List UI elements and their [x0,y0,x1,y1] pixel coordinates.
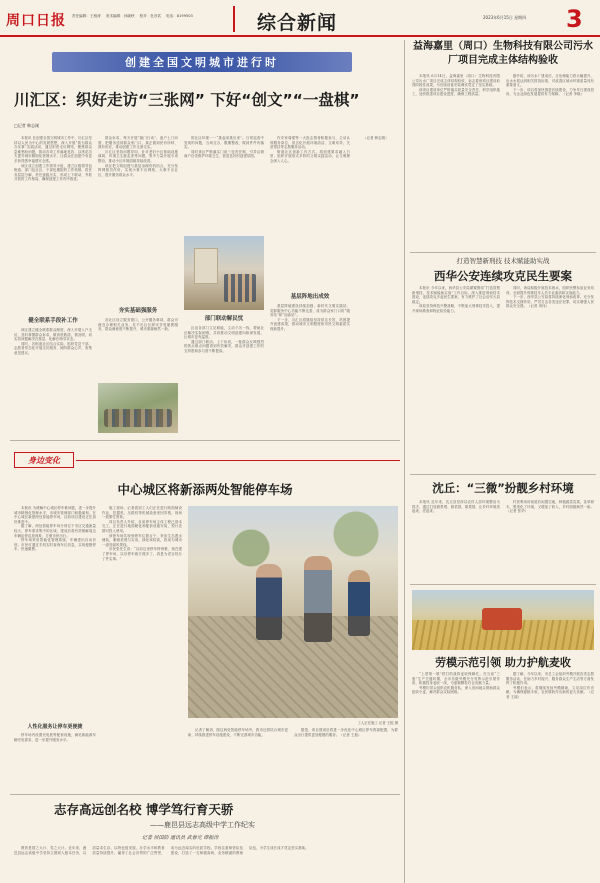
right3-body-2: 村民利用房前屋后闲置空地，种植蔬菜瓜果、花草树木，既美化了环境，又增加了收入，乡村面貌焕然一新。（记者 张华） [506,500,594,514]
masthead-logo: 周口日报 [6,13,66,29]
lead-column-2b: 各社区设立服务窗口，公开服务事项，群众可就近办理相关业务，足不出社区即可享受便捷服务，群众满意度不断提升，城市面貌焕然一新。 [98,318,178,332]
editor-name: 责任编辑：王相涛 [72,14,101,18]
divider-left-1 [10,440,400,441]
change-column-3: 记者了解到，除这两处智能停车场外，我市还将结合城市更新，持续推进停车设施建设，不断完善城市功能。 [188,728,288,737]
right1-headline: 益海嘉里（周口）生物科技有限公司污水厂项目完成主体结构验收 [413,41,593,66]
lead-column-1b: 该区建立健全联系群众制度，深入开展入户走访，及时掌握群众诉求，做到底数清、情况明，切实将问题解决在基层，化解在萌芽状态。 同时，各街道社区结合实际，组织党员干部、志愿者常态化开展走访服务，倾听群众心声，收集意见建议。 [14,328,92,355]
masthead-divider [233,6,235,32]
right4-body-2: 据了解，今年以来，市总工会组织劳模开展各类志愿服务活动，在助力乡村振兴、服务群众生产生活等方面发挥了积极作用。 劳模们表示，将继续发扬劳模精神，立足岗位作贡献，为确保夏粮丰收、农民增收作出新的更大贡献。（记者 王丽） [506,672,594,699]
divider-right-2 [410,474,596,475]
change-subhead [14,723,96,730]
section-title: 综合新闻 [257,12,338,34]
right4-photo [412,590,594,650]
school-byline: 记者 侯国防 通讯员 武春光 谭振涛 [142,835,219,841]
lead-subhead-1-text: 健全联系手段补工作 [28,318,78,324]
right4-photo-harvester [482,608,522,630]
change-tag-text: 身边变化 [28,454,60,465]
proofreader-name: 校对：杜彦武 [139,14,162,18]
right3-body-1: 本报讯 近年来，沈丘县坚持以农村人居环境整治为抓手，通过打造微景观、微菜园、微果园，让乡村环境美起来、亮起来。 [412,500,500,514]
right1-body-1: 本报讯 6月14日，益海嘉里（周口）生物科技有限公司污水厂项目完成主体结构验收，标志着该项目建设取得阶段性成果，为后续设备安装调试奠定了坚实基础。 该项目建设单位严格落实质量安全责任，科学组织施工，加快推进项目建设进度，确保工程质量。 [412,74,500,97]
change-tag-rule [76,460,400,461]
page-number: 3 [566,5,583,33]
parking-photo-caption: 工人正在施工 记者 王振 摄 [357,721,398,725]
lead-subhead-2-text: 夯实基础强服务 [118,308,158,314]
lead-photo-2-figures [224,274,256,302]
right4-headline: 劳模示范引领 助力护航麦收 [435,656,571,669]
change-column-4: 据悉，项目建成后将进一步优化中心城区停车资源配置，为群众出行提供更加便捷的服务。（记者 王振） [294,728,398,737]
parking-photo-trees [188,506,398,576]
lead-subhead-3 [184,314,264,322]
lead-column-1: 本报讯 在创建全国文明城市工作中，川汇区坚持以人民为中心的发展思想，深入开展“我为群众办实事”实践活动，通过织密走访网络，聚焦群众急难愁盼问题，推动各项工作落地见效，以绣花功夫提升城市精细化管理水平，让群众在创建中有更多获得感幸福感安全感。 该区成立创建工作领导小组，建立区级领导包街道、部门包社区、干部包楼院的工作机制，将任务层层分解，责任逐级压实，形成上下联动、齐抓共管的工作格局，确保创建工作有序推进。 [14,136,92,182]
change-headline: 中心城区将新添两处智能停车场 [117,482,293,497]
parking-photo-worker-3 [348,570,370,636]
creation-banner [52,52,352,72]
lead-column-3b: 区直各部门立足职能，主动下沉一线，帮助社区解决实际困难，共同推动文明创建向纵深发展，让城市更有温度。 通过部门联动、上下协同，一批群众反映强烈的热点难点问题得到有效解决，群众对创建工作的支持度和参与度不断提高。 [184,326,264,353]
lead-column-4: 作安家周强等一大批志愿者积极参与，主动认领服务岗位，常态化开展环境清洁、文明劝导、关爱帮扶等志愿服务活动。 街道社区创新工作方式，将创建要求融入日常，组织开展形式多样的文明实践活动，让文明理念深入人心。 [270,136,350,163]
right2-headline: 西华公安连续攻克民生要案 [434,269,572,283]
school-headline: 志存高远创名校 博学笃行育天骄 [54,802,234,817]
parking-photo [188,506,398,718]
change-subhead-text: 人性化服务让停车更便捷 [27,724,83,730]
right4-body-1: “上蔡第一联”铁打的战将麦收保障忙。在当前“三夏”生产关键时期，全市各级劳模充分发挥示范引领作用，积极投身麦收一线，为夏粮颗粒归仓贡献力量。 劳模们带头组织农机服务队，深入田间地头帮助群众抢收小麦，解决群众实际困难。 [412,672,500,695]
lead-subhead-2 [98,306,178,314]
change-column-1b: 停车场内设置充电桩等配套设施，满足新能源车辆充电需求，进一步提升服务水平。 [14,733,96,742]
lead-subhead-4 [270,292,350,300]
school-subtitle: ——鹿邑县远志高级中学工作纪实 [150,821,255,829]
lead-photo [98,383,178,433]
art-editor-name: 美术编辑：孙晓秋 [105,14,135,18]
change-column-1: 本报讯 为缓解中心城区停车难问题，进一步提升城市精细化管理水平，市城市管理部门积极谋划，在中心城区新建两处智能停车场，目前项目建设正在加快推进中。 据了解，两处智能停车场分别位于市区交通流量较大、停车需求集中的区域，建成后将有效缓解周边车辆乱停乱放现象，方便市民出行。 停车场采用智能化管理系统，车辆进出自动识别，市民可通过手机实时查询车位信息，实现便捷停车、快速缴费。 [14,506,96,552]
parking-photo-worker-1 [256,564,282,640]
change-tag [14,452,74,468]
lead-column-4b: 基层阵地建设持续加强，新时代文明实践站、党群服务中心功能不断完善，成为群众家门口的“服务站”和“加油站”。 下一步，川汇区将继续坚持常态长效，巩固提升创建成果，推动城市文明程度和市民文明素质实现新提升。 [270,304,350,331]
right1-body-2: 据介绍，该污水厂建成后，日处理能力将大幅提升，出水水质达到相关排放标准，对改善区域水环境质量具有重要意义。 下一步，项目将加快推进后续建设，力争早日建成投用，为企业绿色发展提供有力保障。（记者 李晓） [506,74,594,97]
lead-column-2: 群众诉求，每天开展“敲门行动”，逐户上门问需，把服务送到群众家门口，真正做到民有所呼、我有所应，推动创建工作走深走实。 川汇区坚持问题导向，针对老旧小区基础设施薄弱、环境卫生脏乱差等问题，集中力量开展专项整治，推动小区环境面貌持续改善。 该区把文明创建与基层治理有机结合，充分发挥网格员作用，实现小事不出网格、大事不出社区，提升服务群众水平。 [98,136,178,177]
lead-photo-crowd [104,409,172,427]
parking-photo-worker-2 [304,556,332,642]
school-body: 教育是国之大计、党之大计。近年来，鹿邑县远志高级中学坚持立德树人根本任务，以质量求生存，以特色促发展，办学水平和教育质量持续提升，赢得了社会各界的广泛赞誉，成为远近闻名的优质学校。学校注重师资队伍建设，打造了一支师德高尚、业务精湛的教师队伍，为学生成长成才奠定坚实基础。 [14,846,309,855]
column-divider [404,40,405,883]
lead-photo-2-building [194,248,218,284]
lead-subhead-4-text: 基层阵地出成效 [290,294,330,300]
masthead [0,0,600,40]
lead-column-3: 的社区环境一一“挑起来挑出来”。日常巡查中发现的问题，当场交办，限期整改，做到件件有落实。 同时该区严格落实门前三包责任制，引导沿街商户自觉维护环境卫生，营造良好的创建氛围。 [184,136,264,159]
issue-date: 2023年6月15日 星期四 [483,15,527,20]
lead-subhead-3-text: 部门联动解民忧 [204,316,244,322]
masthead-editors [72,14,193,19]
contact-phone: 电话：8199503 [166,14,193,18]
lead-headline: 川汇区：织好走访“三张网” 下好“创文”“一盘棋” [14,91,360,109]
lead-column-5: （记者 韩志刚） [363,136,389,140]
right2-body-1: 本报讯 今年以来，西华县公安局紧紧围绕“打造智慧新刑技、技术赋能助实战”工作目标，深入推进刑侦技术建设，连续攻克多起民生要案，有力维护了社会治安大局稳定。 该局坚持科技兴警战略，不断加大刑事技术投入，提升现场勘查和物证检验能力。 [412,286,500,313]
change-column-2: 施工现场，记者看到工人们正在进行路面铺设作业，挖掘机、压路机等机械设备来回穿梭，现场一派繁忙景象。 项目负责人介绍，目前停车场主体工程已基本完工，正在进行地面硬化和配套设施安装，预计近期可投入使用。 该停车场共规划停车位数百个，采用生态透水铺装，兼顾美观与实用，绿化率较高，将成为城市一道亮丽风景线。 市民张先生说：“以前这里停车特别难，现在建了停车场，以后停车就方便多了，真是为老百姓办了件实事。” [102,506,182,561]
divider-right-1 [410,252,596,253]
lead-photo-2 [184,236,264,310]
masthead-rule [0,35,600,37]
right2-kicker: 打造智慧新刑技 技术赋能助实战 [456,257,550,265]
lead-byline: □记者 韩志刚 [14,123,40,128]
right3-headline: 沈丘：“三微”扮靓乡村环境 [432,481,574,495]
lead-subhead-1 [14,316,92,324]
divider-left-2 [10,794,400,795]
right2-body-2: 同时，该局积极开展技术练兵，组织民警参加业务培训，全面提升刑事技术人员专业素质和实战能力。 下一步，西华县公安局将持续深化刑侦改革，充分发挥技术支撑作用，严厉打击各类违法犯罪，切实增强人民群众安全感。（记者 刘伟） [506,286,594,309]
divider-right-3 [410,584,596,585]
banner-text: 创建全国文明城市进行时 [125,56,279,69]
